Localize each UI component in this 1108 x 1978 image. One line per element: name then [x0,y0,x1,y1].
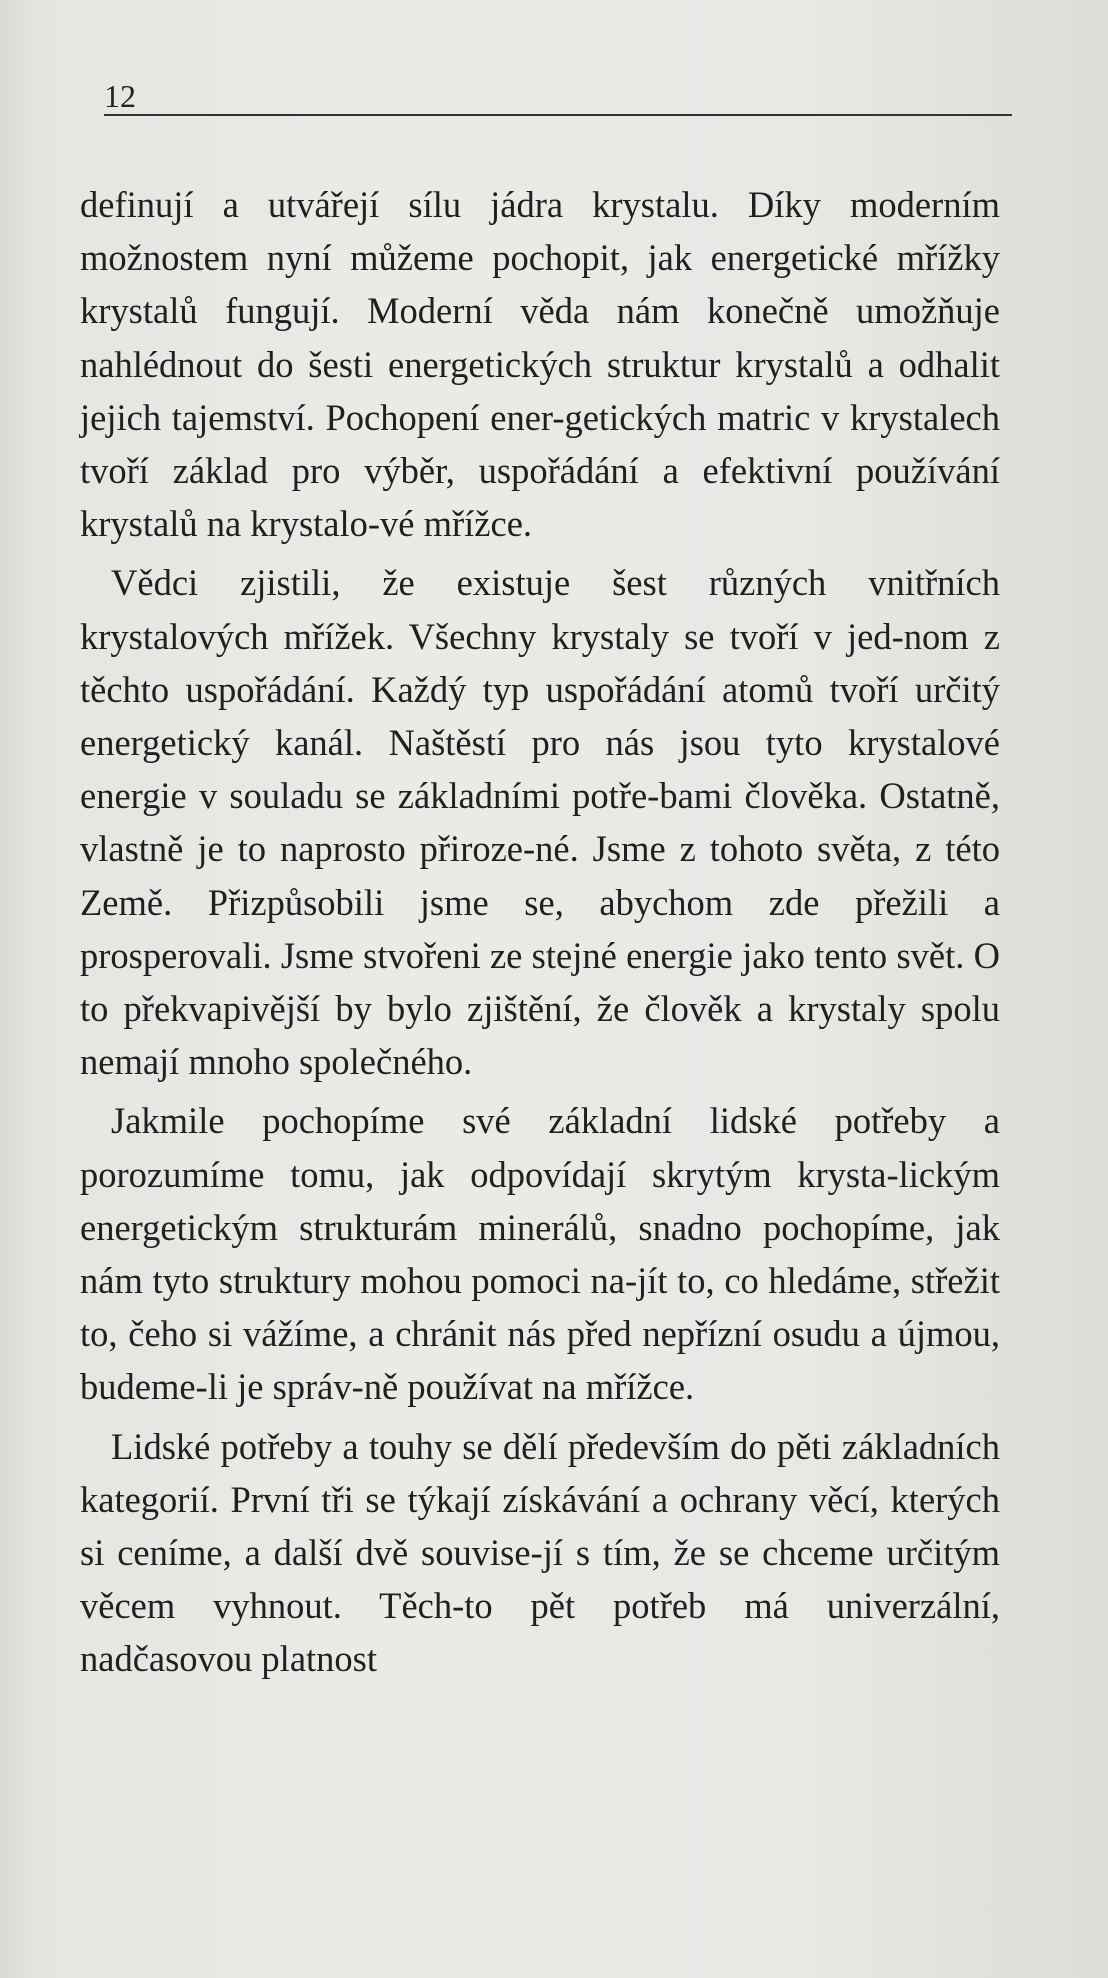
paragraph: Vědci zjistili, že existuje šest různých vnitřních krystalových mřížek. Všechny krystaly se tvoří v jed-nom z těchto uspořádání. Každý typ uspořádání atomů tvoří určitý energetický kanál. Naštěstí pro nás jsou tyto krystalové energie v souladu se základními potře-bami člověka. Ostatně, vlastně je to naprosto přiroze-né. Jsme z tohoto světa, z této Země. Přizpůsobili jsme se, abychom zde přežili a prosperovali. Jsme stvořeni ze stejné energie jako tento svět. O to překvapivější by bylo zjištění, že člověk a krystaly spolu nemají mnoho společného. [80,562,1000,1083]
page-number: 12 [104,78,136,114]
header-rule [104,114,1012,116]
paragraph: Jakmile pochopíme své základní lidské potřeby a porozumíme tomu, jak odpovídají skrytým krysta-lickým energetickým strukturám minerálů, snadno pochopíme, jak nám tyto struktury mohou pomoci na-jít to, co hledáme, střežit to, čeho si vážíme, a chránit nás před nepřízní osudu a újmou, budeme-li je správ-ně používat na mřížce. [80,1100,1000,1408]
paragraph: definují a utvářejí sílu jádra krystalu. Díky moderním možnostem nyní můžeme pochopit, jak energetické mřížky krystalů fungují. Moderní věda nám konečně umožňuje nahlédnout do šesti energetických struktur krystalů a odhalit jejich tajemství. Pochopení ener-getických matric v krystalech tvoří základ pro výběr, uspořádání a efektivní používání krystalů na krystalo-vé mřížce. [80,184,1000,545]
paragraph: Lidské potřeby a touhy se dělí především do pěti základních kategorií. První tři se týkají získávání a ochrany věcí, kterých si ceníme, a další dvě souvise-jí s tím, že se chceme určitým věcem vyhnout. Těch-to pět potřeb má univerzální, nadčasovou platnost [80,1425,1000,1680]
body-text [80,178,1000,1692]
